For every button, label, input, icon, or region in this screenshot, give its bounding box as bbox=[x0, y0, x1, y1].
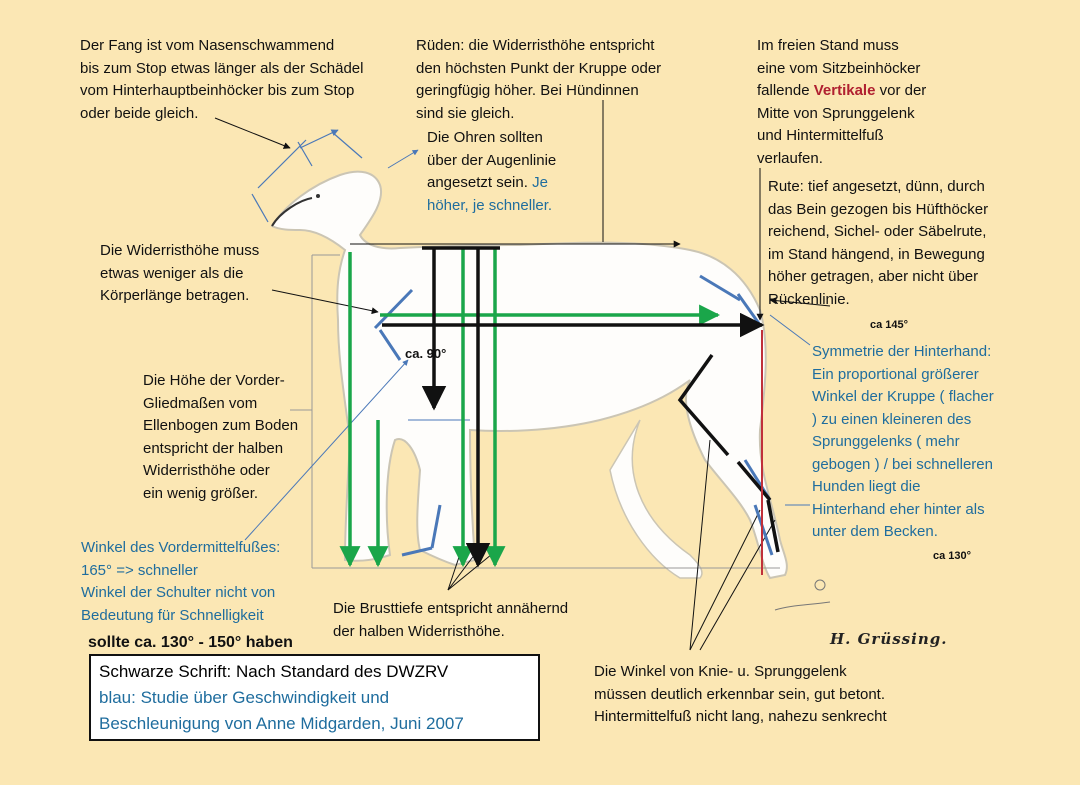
annotation-vordermittel: Winkel des Vordermittelfußes: 165° => schneller Winkel der Schulter nicht von Bedeutung für Schnelligkeit bbox=[81, 539, 281, 624]
legend-line-blue-1: blau: Studie über Geschwindigkeit und bbox=[99, 688, 390, 707]
annotation-knie: Die Winkel von Knie- u. Sprunggelenk müssen deutlich erkennbar sein, gut betont. Hintermittelfuß nicht lang, nahezu senkrecht bbox=[594, 663, 887, 725]
annotation-rueden: Rüden: die Widerristhöhe entspricht den höchsten Punkt der Kruppe oder geringfügig höher. Bei Hündinnen sind sie gleich. bbox=[416, 37, 662, 122]
annotation-schulter: sollte ca. 130° - 150° haben bbox=[88, 634, 293, 651]
annotation-widerrist: Die Widerristhöhe muss etwas weniger als die Körperlänge betragen. bbox=[100, 242, 260, 304]
angle-label-130: ca 130° bbox=[933, 550, 972, 562]
annotation-stand-1: Im freien Stand muss eine vom Sitzbeinhöcker fallende bbox=[757, 37, 921, 99]
annotation-ohren-black: Die Ohren sollten über der Augenlinie angesetzt sein. bbox=[427, 129, 557, 191]
angle-label-145: ca 145° bbox=[870, 319, 909, 331]
annotation-ohren-blue-1: Je bbox=[532, 174, 548, 191]
annotation-ohren-blue-2: höher, je schneller. bbox=[427, 196, 553, 214]
annotation-brusttiefe: Die Brusttiefe entspricht annähernd der halben Widerristhöhe. bbox=[333, 600, 569, 640]
angle-label-90: ca. 90° bbox=[405, 346, 447, 361]
annotation-stand-red: Vertikale bbox=[813, 82, 876, 99]
annotation-stand-2: vor der Mitte von Sprunggelenk und Hintermittelfuß verlaufen. bbox=[757, 82, 927, 167]
annotation-symmetrie: Symmetrie der Hinterhand: Ein proportional größerer Winkel der Kruppe ( flacher ) zu einen kleineren des Sprunggelenks ( mehr gebogen ) / bei schnelleren Hunden liegt die Hinterhand eher hinter als unter dem Becken. bbox=[812, 343, 994, 540]
legend-line-black: Schwarze Schrift: Nach Standard des DWZRV bbox=[99, 662, 449, 681]
legend-line-blue-2: Beschleunigung von Anne Midgarden, Juni 2007 bbox=[99, 714, 464, 733]
ground-scribble bbox=[775, 580, 830, 610]
annotation-rute: Rute: tief angesetzt, dünn, durch das Bein gezogen bis Hüfthöcker reichend, Sichel- oder Säbelrute, im Stand hängend, in Bewegung höher getragen, aber nicht über Rückenlinie. bbox=[768, 178, 989, 308]
annotation-ohren bbox=[427, 127, 607, 217]
annotation-fang: Der Fang ist vom Nasenschwammend bis zum Stop etwas länger als der Schädel vom Hinterhauptbeinhöcker bis zum Stop oder beide gleich. bbox=[80, 37, 364, 122]
annotation-hoehe: Die Höhe der Vorder- Gliedmaßen vom Ellenbogen zum Boden entspricht der halben Widerristhöhe oder ein wenig größer. bbox=[143, 372, 299, 502]
legend-box bbox=[89, 654, 540, 741]
annotation-stand bbox=[757, 35, 926, 170]
artist-signature: H. Grüssing. bbox=[830, 630, 948, 648]
